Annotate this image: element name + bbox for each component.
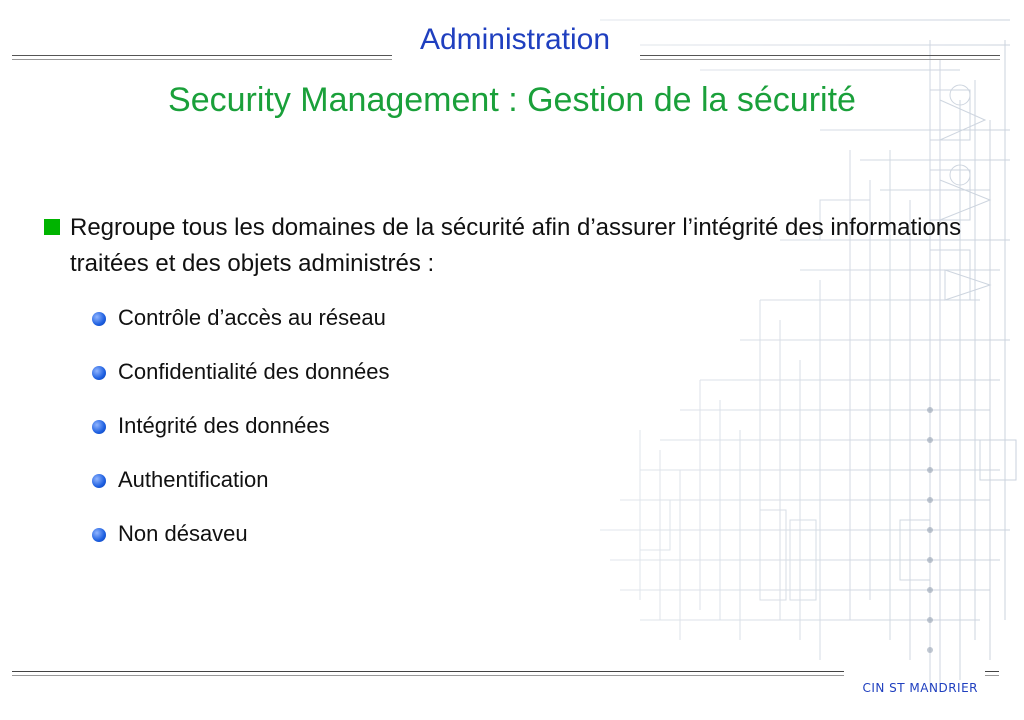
list-item [92,352,692,406]
main-bullet-text: Regroupe tous les domaines de la sécurité afin d’assurer l’intégrité des informations traitées et des objets administrés : [70,214,962,277]
sub-bullet-list [92,298,692,568]
footer-organization: CIN ST MANDRIER [862,681,978,695]
list-item-text: Non désaveu [118,521,248,546]
blue-dot-icon [92,366,106,380]
section-title: Administration [419,23,611,56]
list-item [92,298,692,352]
list-item [92,460,692,514]
green-square-icon [44,219,60,235]
footer-rule [12,671,844,672]
blue-dot-icon [92,474,106,488]
slide-title: Security Management : Gestion de la sécurité [168,81,856,119]
list-item-text: Confidentialité des données [118,359,390,384]
footer-rule-right [985,671,999,672]
blue-dot-icon [92,312,106,326]
list-item-text: Authentification [118,467,269,492]
main-bullet [44,210,974,282]
blue-dot-icon [92,420,106,434]
list-item [92,406,692,460]
list-item [92,514,692,568]
header-rule-right [640,55,1000,56]
list-item-text: Intégrité des données [118,413,330,438]
list-item-text: Contrôle d’accès au réseau [118,305,386,330]
blue-dot-icon [92,528,106,542]
header-rule-left [12,55,392,56]
